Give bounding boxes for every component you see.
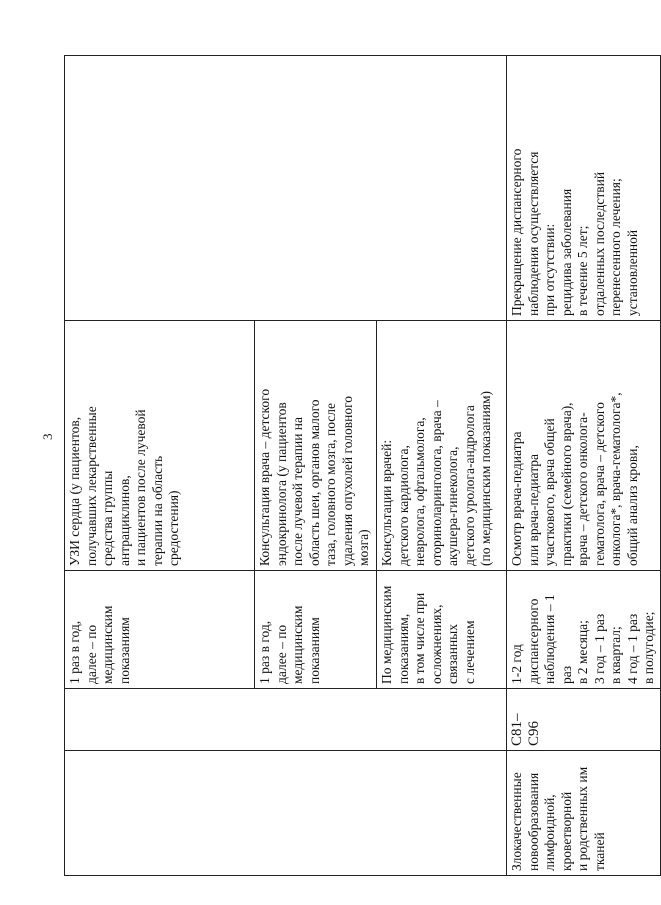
disease-cell — [65, 751, 507, 876]
examinations-cell: Осмотр врача-педиатра или врача-педиатра участкового, врача общей практики (семейного врача), врача – детского онколога- гематолога, врача – детского онколога*, врача-гематолога*, общий анализ крови, — [507, 321, 661, 571]
table-row — [65, 56, 255, 876]
examinations-cell: Консультация врача – детского эндокринолога (у пациентов после лучевой терапии на область шеи, органов малого таза, головного мозга, после удаления опухолей головного мозга) — [255, 321, 377, 571]
termination-cell — [65, 56, 507, 321]
disease-cell: Злокачественные новообразования лимфоидной, кроветворной и родственных им тканей — [507, 751, 661, 876]
icd-code-cell: C81–C96 — [507, 689, 661, 751]
icd-code-cell — [65, 689, 507, 751]
table-row — [507, 56, 661, 876]
examinations-cell: Консультации врачей: детского кардиолога, невролога, офтальмолога, оториноларинголога, врача – акушера-гинеколога, детского уролога-андролога (по медицинским показаниям) — [377, 321, 507, 571]
periodicity-cell: По медицинским показаниям, в том числе при осложнениях, связанных с лечением — [377, 571, 507, 689]
periodicity-cell: 1-2 год диспансерного наблюдения – 1 раз в 2 месяца; 3 год – 1 раз в квартал; 4 год – 1 раз в полугодие; — [507, 571, 661, 689]
page-number: 3 — [40, 433, 55, 440]
periodicity-cell: 1 раз в год, далее – по медицинским показаниям — [255, 571, 377, 689]
termination-cell: Прекращение диспансерного наблюдения осуществляется при отсутствии: рецидива заболевания в течение 5 лет; отдаленных последствий перенесенного лечения; установленной — [507, 56, 661, 321]
dispensary-observation-table — [64, 55, 661, 876]
examinations-cell: УЗИ сердца (у пациентов, получавших лекарственные средства группы антрациклинов, и пациентов после лучевой терапии на область средостения) — [65, 321, 255, 571]
rotated-table-container — [64, 56, 656, 876]
periodicity-cell: 1 раз в год, далее – по медицинским показаниям — [65, 571, 255, 689]
